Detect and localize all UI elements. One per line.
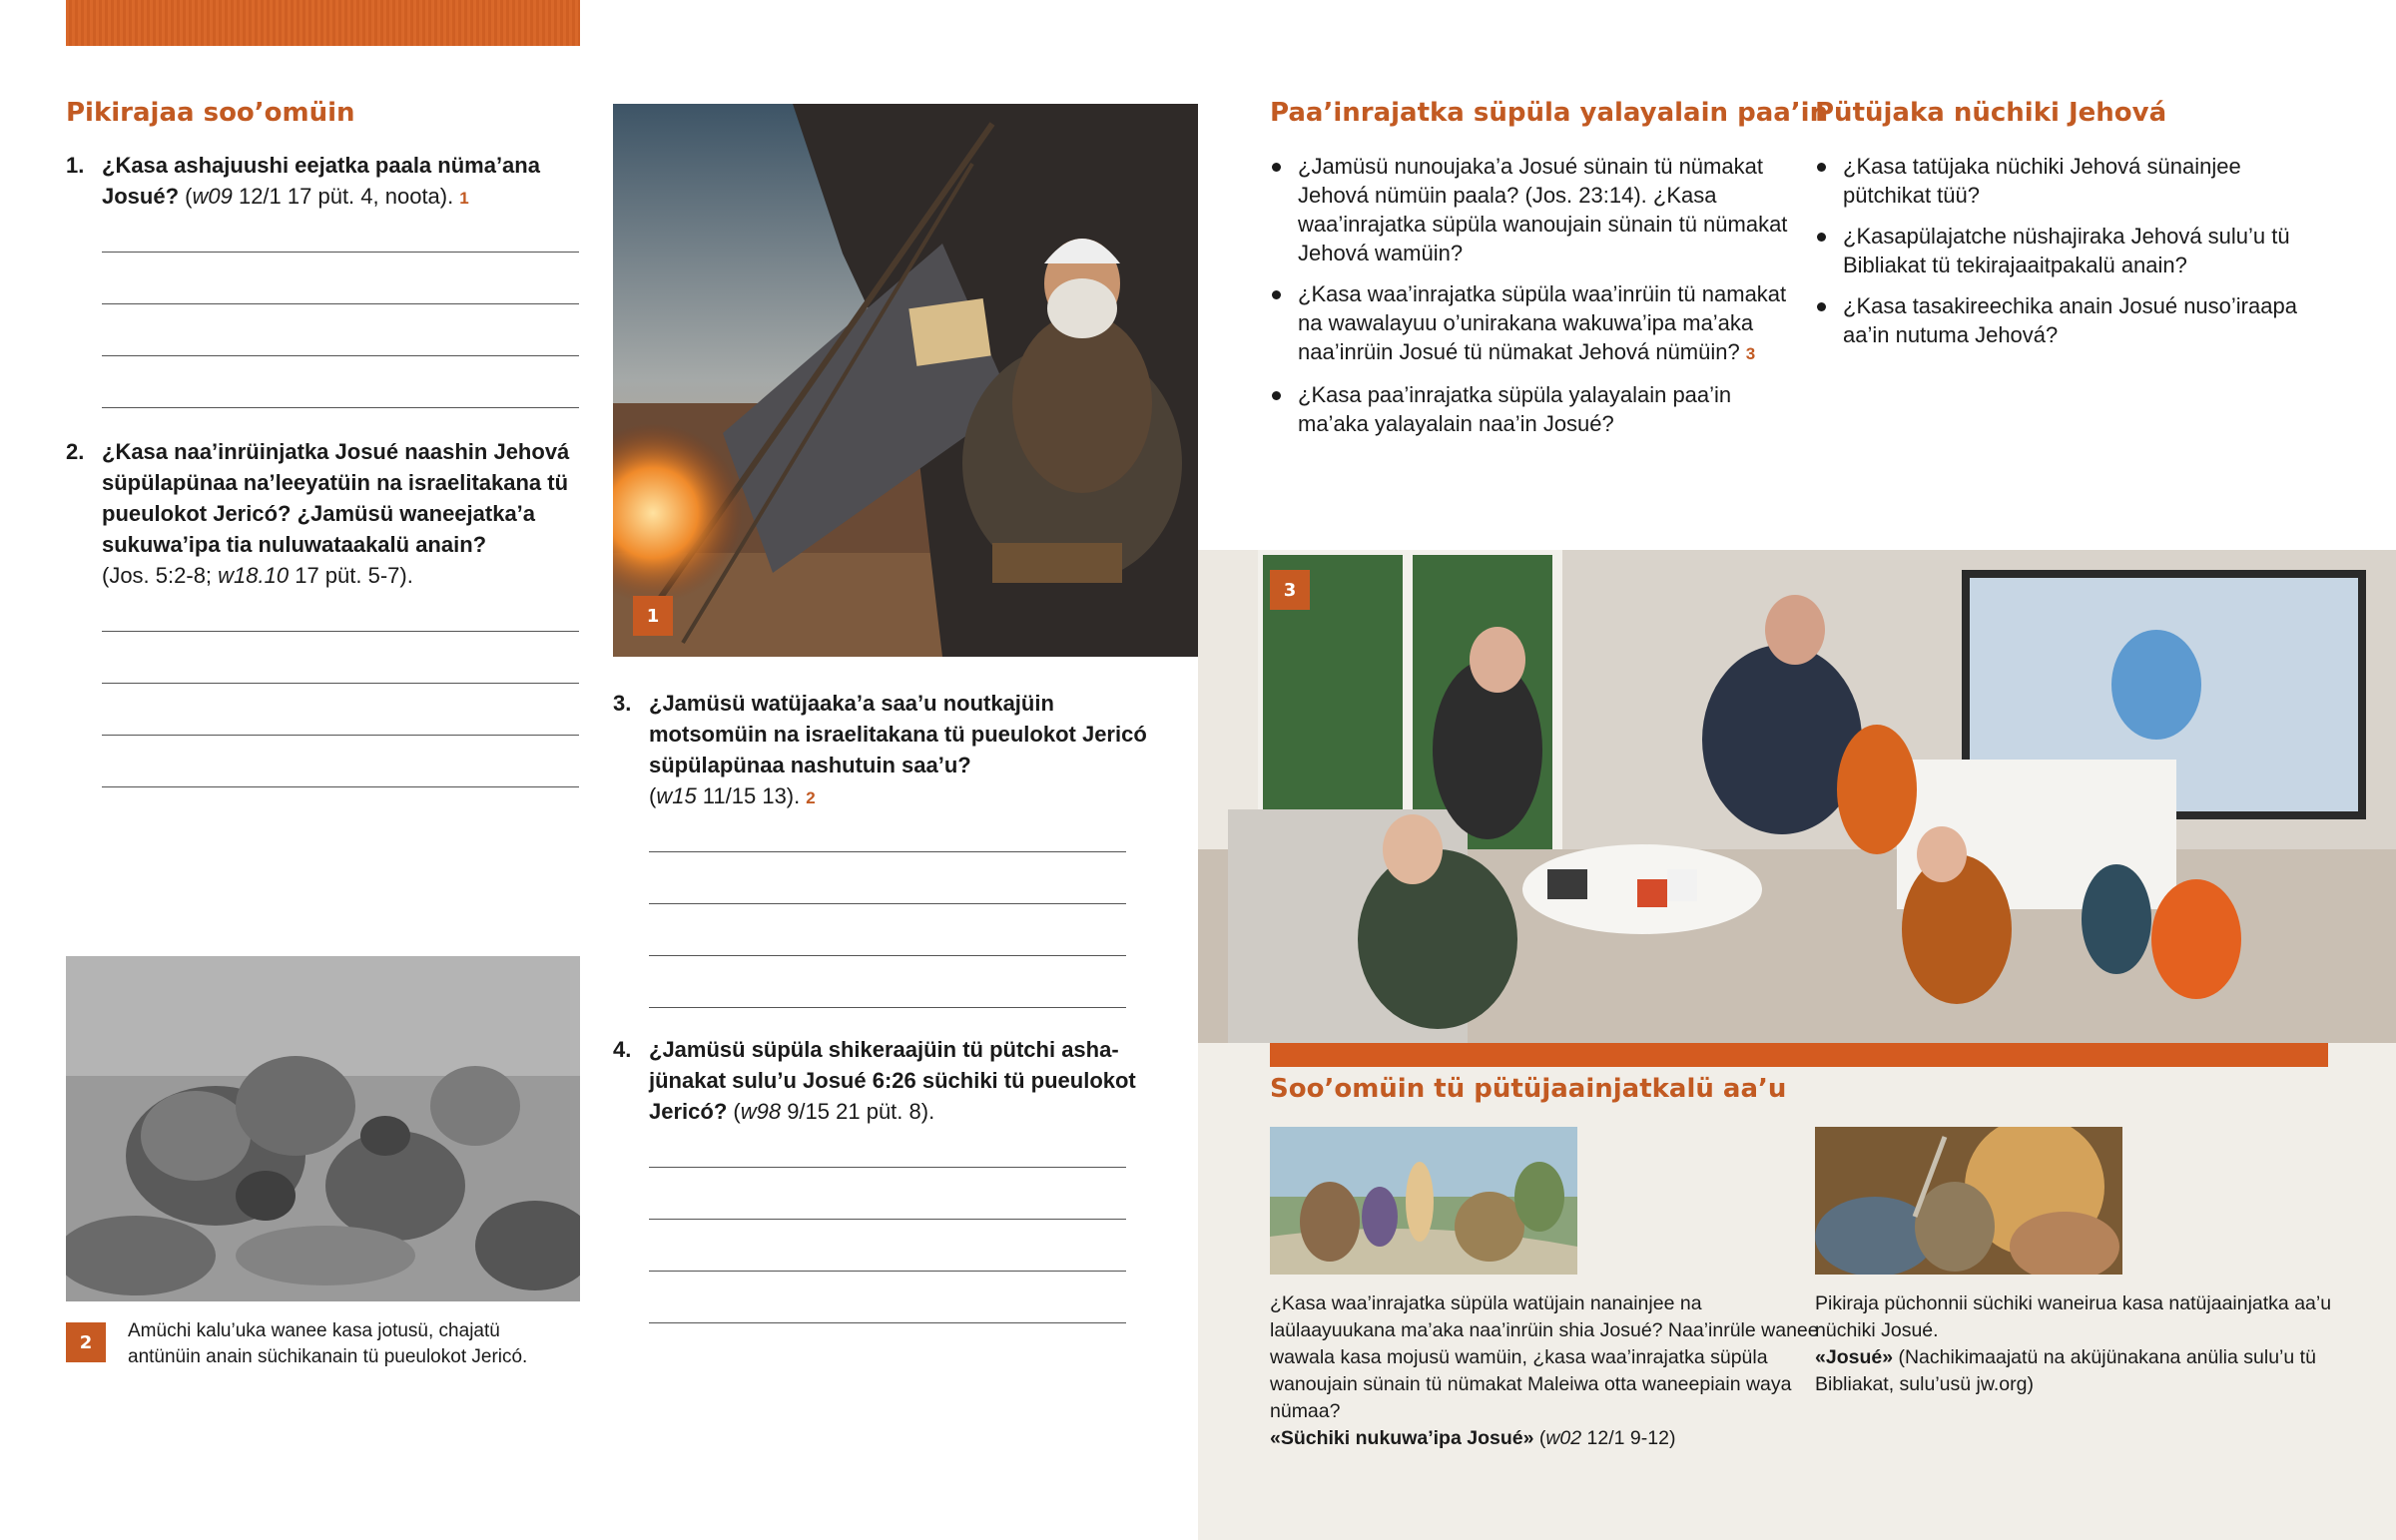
encouragement-heading: Paa’inrajatka süpüla yalayalain paa’in (1270, 98, 1829, 128)
further-study-left-text: ¿Kasa waa’inrajatka süpüla watüjain nanainjee na laülaayuukana ma’aka naa’inrüin shia Josué? Naa’inrüle wanee wawala kasa mojusü wamüin, ¿kasa waa’inrajatka süpüla wanoujain sünain tü nümakat Maleiwa otta waneepiain waya nümaa? «Süchiki nukuwa’ipa Josué» (w02 12/1 9-12) (1270, 1292, 1819, 1449)
answer-line[interactable] (102, 683, 579, 684)
answer-line[interactable] (649, 1219, 1126, 1220)
tent-illustration (613, 104, 1198, 657)
answer-line[interactable] (649, 903, 1126, 904)
answer-line[interactable] (649, 955, 1126, 956)
answer-line[interactable] (649, 1271, 1126, 1272)
further-study-heading: Soo’omüin tü pütüjaainjatkalü aa’u (1270, 1074, 1787, 1104)
answer-line[interactable] (102, 355, 579, 356)
question-1: 1. ¿Kasa ashajuushi eejatka paala nüma’ana Josué? (w09 12/1 17 püt. 4, noota). 1 (66, 150, 585, 214)
question-number: 2. (66, 439, 85, 464)
answer-line[interactable] (102, 631, 579, 632)
jericho-ruins-photo (66, 956, 580, 1301)
question-text: ¿Kasa naa’inrüinjatka Josué naashin Jehová süpülapünaa na’leeyatüin na israelitakana tü pueulokot Jericó? ¿Jamüsü waneejatka’a sukuwa’ipa tia nuluwataakalü anain? (102, 439, 570, 557)
answer-line[interactable] (102, 735, 579, 736)
answer-line[interactable] (102, 252, 579, 253)
image-caption: Amüchi kalu’uka wanee kasa jotusü, chajatü antünüin anain süchikanain tü pueulokot Jericó. (128, 1320, 528, 1367)
list-item: ¿Kasapülajatche nüshajiraka Jehová sulu’u tü Bibliakat tü tekirajaaitpakalü anain? (1815, 222, 2334, 279)
list-item: ¿Kasa paa’inrajatka süpüla yalayalain paa’in ma’aka yalayalain naa’in Josué? (1270, 380, 1789, 438)
question-2: 2. ¿Kasa naa’inrüinjatka Josué naashin Jehová süpülapünaa na’leeyatüin na israelitakana tü pueulokot Jericó? ¿Jamüsü waneejatka’a sukuwa’ipa tia nuluwataakalü anain? (Jos. 5:2-8; w18.10 17 püt. 5-7). (66, 436, 585, 591)
answer-line[interactable] (649, 1007, 1126, 1008)
question-text: ¿Jamüsü watüjaaka’a saa’u noutkajüin motsomüin na israelitakana tü pueulokot Jericó süpülapünaa nashutuin saa’u? (649, 691, 1147, 777)
question-text: ¿Jamüsü süpüla shikeraajüin tü pütchi asha-jünakat sulu’u Josué 6:26 süchiki tü pueulokot Jericó? (649, 1037, 1136, 1124)
image-number-badge: 2 (66, 1322, 106, 1362)
question-number: 4. (613, 1037, 632, 1062)
question-3: 3. ¿Jamüsü watüjaaka’a saa’u noutkajüin motsomüin na israelitakana tü pueulokot Jericó süpülapünaa nashutuin saa’u? (w15 11/15 13). 2 (613, 688, 1172, 813)
image-reference-marker: 1 (459, 189, 469, 208)
question-number: 1. (66, 153, 85, 178)
image-number-badge: 3 (1270, 570, 1310, 610)
answer-line[interactable] (649, 1167, 1126, 1168)
question-text: ¿Kasa ashajuushi eejatka paala nüma’ana Josué? (102, 153, 540, 209)
knowledge-list (1815, 152, 2334, 361)
image-reference-marker: 3 (1745, 344, 1756, 363)
list-item: ¿Jamüsü nunoujaka’a Josué sünain tü nümakat Jehová nümüin paala? (Jos. 23:14). ¿Kasa waa’inrajatka süpüla wanoujain sünain tü nümakat Jehová wamüin? (1270, 152, 1789, 267)
knowledge-heading: Pütüjaka nüchiki Jehová (1815, 98, 2167, 128)
answer-line[interactable] (102, 407, 579, 408)
answer-line[interactable] (649, 851, 1126, 852)
answer-line[interactable] (649, 1322, 1126, 1323)
jericho-walls-illustration (1815, 1127, 2122, 1275)
question-4: 4. ¿Jamüsü süpüla shikeraajüin tü pütchi asha-jünakat sulu’u Josué 6:26 süchiki tü pueulokot Jericó? (w98 9/15 21 püt. 8). (613, 1034, 1172, 1127)
question-number: 3. (613, 691, 632, 716)
list-item: ¿Kasa tasakireechika anain Josué nuso’iraapa aa’in nutuma Jehová? (1815, 291, 2334, 349)
list-item: ¿Kasa tatüjaka nüchiki Jehová sünainjee pütchikat tüü? (1815, 152, 2334, 210)
panel-accent-bar (1270, 1043, 2328, 1067)
image-number-badge: 1 (633, 596, 673, 636)
israelites-jordan-illustration (1270, 1127, 1577, 1275)
further-study-right-text: Pikiraja püchonnii süchiki waneirua kasa natüjaainjatka aa’u nüchiki Josué. «Josué» (Nachikimaajatü na aküjünakana anülia sulu’u tü Bibliakat, sulu’usü jw.org) (1815, 1292, 2332, 1395)
family-preparedness-photo (1198, 550, 2396, 1043)
answer-line[interactable] (102, 303, 579, 304)
list-item: ¿Kasa waa’inrajatka süpüla waa’inrüin tü namakat na wawalayuu o’unirakana wakuwa’ipa ma’aka naa’inrüin Josué tü nümakat Jehová nümüin? 3 (1270, 279, 1789, 368)
left-section-heading: Pikirajaa soo’omüin (66, 98, 355, 128)
encouragement-list (1270, 152, 1789, 450)
top-color-strip (66, 0, 580, 46)
image-reference-marker: 2 (806, 788, 816, 807)
answer-line[interactable] (102, 786, 579, 787)
